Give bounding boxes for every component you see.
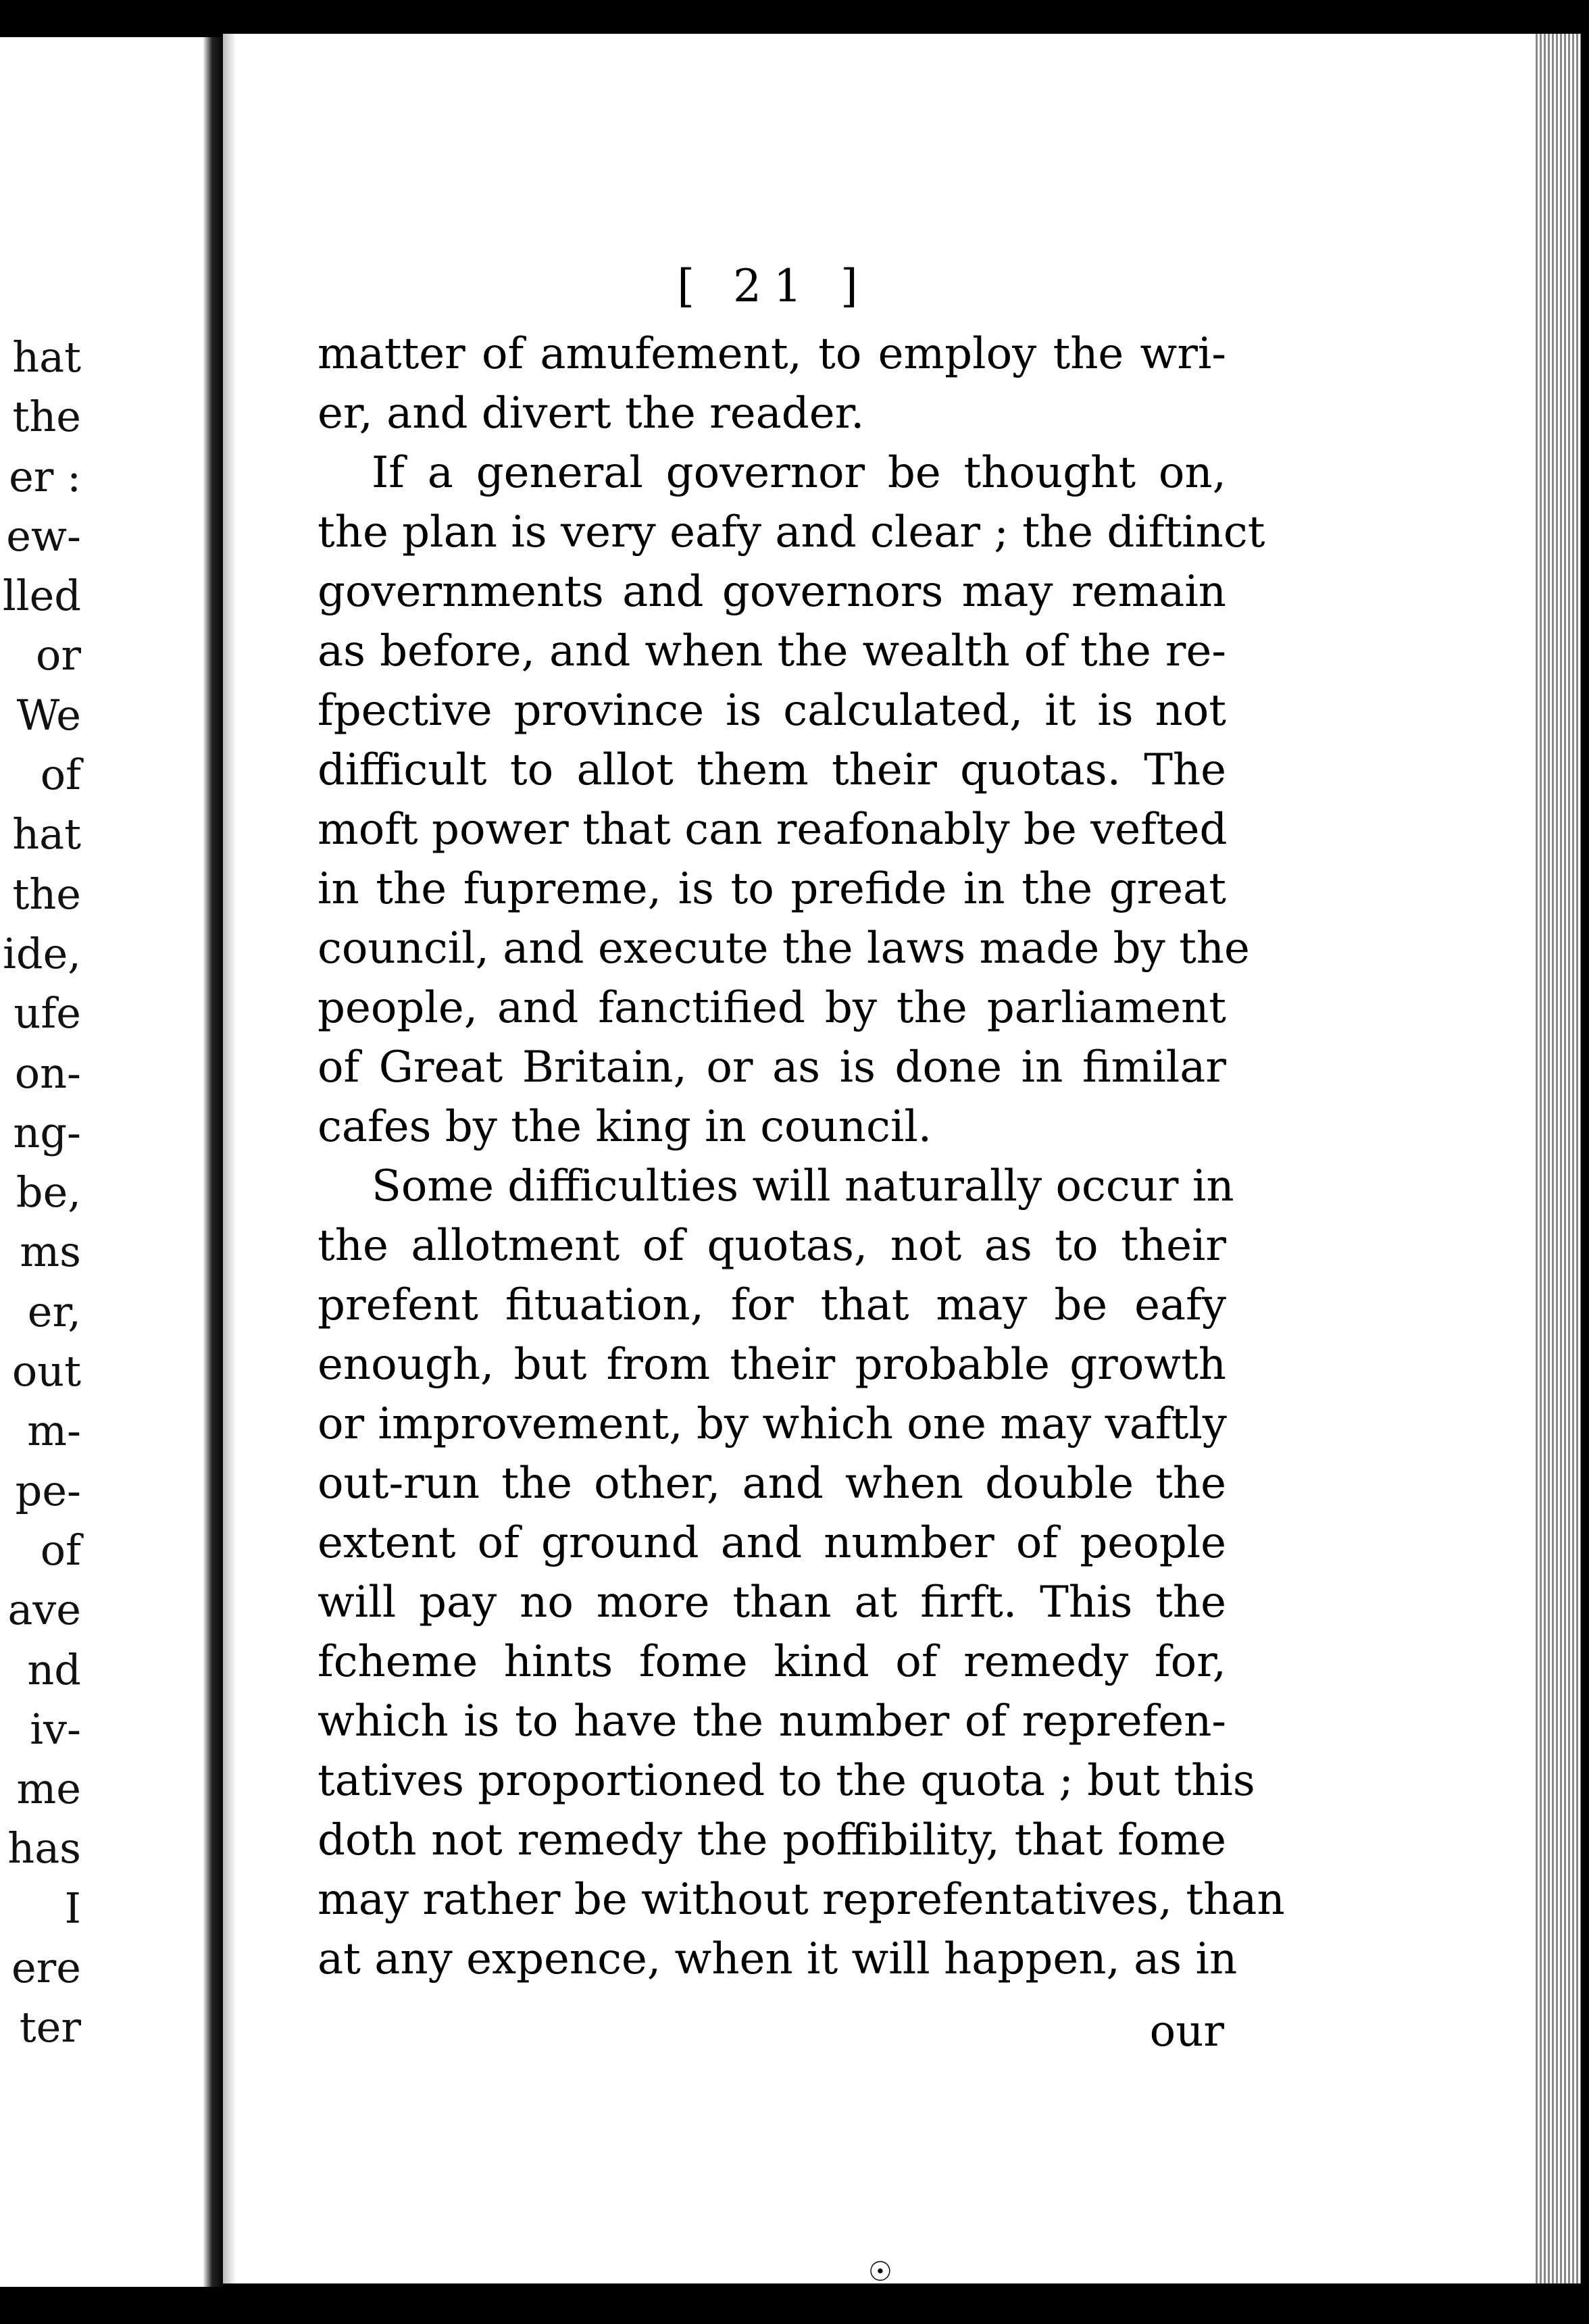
page-edge-stack [1534,34,1581,2283]
left-fragment: ng- [13,1107,81,1157]
text-line: which is to have the number of reprefen- [318,1696,1226,1746]
text-line: If a general governor be thought on, [372,448,1226,498]
text-line: Some difficulties will naturally occur in [372,1161,1234,1211]
text-line: out-run the other, and when double the [318,1459,1226,1509]
left-fragment: of [40,1525,81,1575]
body-text [318,324,1285,1989]
text-line: fcheme hints fome kind of remedy for, [318,1637,1226,1687]
left-fragment: I [64,1883,81,1933]
text-line: moft power that can reafonably be vefted [318,805,1228,855]
text-line: cafes by the king in council. [318,1102,932,1152]
left-fragment: ide, [3,928,81,978]
left-fragment: m- [27,1406,81,1456]
text-line: of Great Britain, or as is done in fimilar [318,1042,1226,1092]
text-line: council, and execute the laws made by the [318,924,1250,974]
left-fragment: ter [19,2002,81,2052]
left-fragment: hat [12,809,81,859]
left-fragment: the [12,869,81,919]
text-line: doth not remedy the poffibility, that fome [318,1815,1226,1865]
left-fragment: lled [2,571,81,621]
left-fragment: hat [12,332,81,382]
left-fragment: on- [14,1048,81,1098]
text-line: tatives proportioned to the quota ; but this [318,1756,1255,1806]
left-fragment: ufe [14,988,81,1038]
left-page [0,37,203,2287]
text-line: enough, but from their probable growth [318,1340,1226,1390]
left-fragment: of [40,750,81,800]
left-fragment: We [16,690,81,740]
left-fragment: iv- [30,1704,81,1754]
left-fragment: me [16,1764,81,1814]
left-page-text-fragments [0,328,81,2058]
text-line: at any expence, when it will happen, as in [318,1934,1238,1984]
text-line: matter of amufement, to employ the wri- [318,329,1226,379]
left-fragment: the [12,392,81,442]
left-fragment: has [7,1823,81,1873]
text-line: governments and governors may remain [318,567,1226,617]
text-line: will pay no more than at firft. This the [318,1577,1226,1627]
text-line: extent of ground and number of people [318,1518,1226,1568]
catchword: our [1149,2006,1224,2056]
left-fragment: er, [27,1286,81,1336]
left-fragment: be, [16,1167,81,1217]
page-inner-edge [223,34,236,2283]
left-fragment: ms [20,1227,81,1277]
text-line: in the fupreme, is to prefide in the great [318,864,1226,914]
left-fragment: er : [9,451,81,501]
text-line: difficult to allot them their quotas. The [318,745,1226,795]
text-line: prefent fituation, for that may be eafy [318,1280,1226,1330]
left-fragment: nd [27,1644,81,1694]
left-fragment: pe- [15,1465,81,1515]
left-fragment: ere [11,1943,81,1993]
left-fragment: out [11,1346,81,1396]
text-line: fpective province is calculated, it is not [318,686,1226,736]
text-line: the plan is very eafy and clear ; the diftinct [318,507,1265,557]
library-stamp-icon: ☉ [868,2256,892,2288]
left-fragment: or [36,630,81,680]
text-line: er, and divert the reader. [318,388,865,438]
left-fragment: ew- [6,511,81,561]
text-line: as before, and when the wealth of the re- [318,626,1226,676]
text-line: the allotment of quotas, not as to their [318,1221,1226,1271]
text-line: may rather be without reprefentatives, than [318,1875,1285,1925]
text-line: people, and fanctified by the parliament [318,983,1226,1033]
page-number-header: [ 21 ] [677,260,870,312]
left-fragment: ave [7,1585,81,1635]
text-line: or improvement, by which one may vaftly [318,1399,1227,1449]
